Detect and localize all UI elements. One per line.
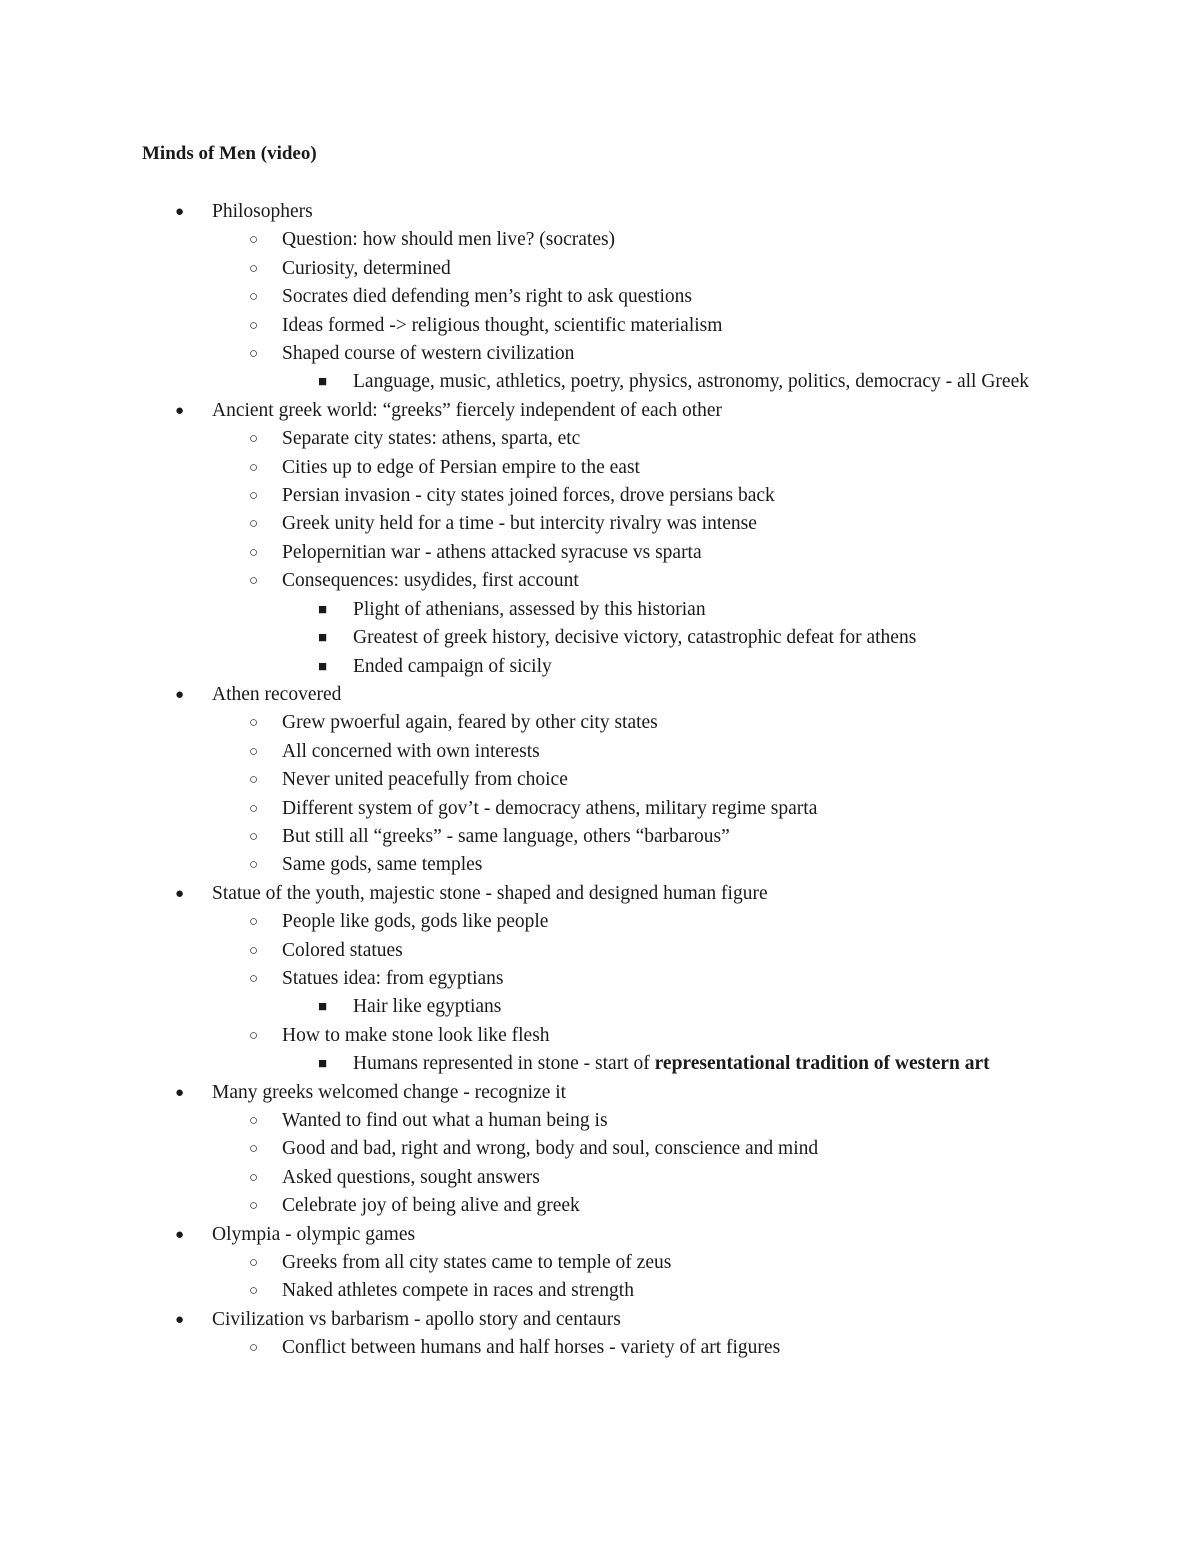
filled-circle-bullet-icon: ● — [175, 1226, 185, 1243]
square-bullet-icon: ■ — [318, 1056, 328, 1073]
outline-item-text — [353, 596, 1060, 624]
filled-circle-bullet-icon: ● — [175, 885, 185, 902]
hollow-circle-bullet-icon: ○ — [249, 1113, 259, 1129]
outline-item-level-2 — [0, 283, 1200, 311]
outline-item-bold-phrase: representational tradition of western art — [654, 1053, 990, 1075]
outline-item-level-2 — [0, 1135, 1200, 1163]
outline-item-level-3 — [0, 596, 1200, 624]
outline-item-text — [353, 993, 1060, 1021]
outline-item-text — [282, 795, 1200, 823]
outline-item-level-2 — [0, 1249, 1200, 1277]
hollow-circle-bullet-icon: ○ — [249, 1169, 259, 1186]
outline-item-level-2 — [0, 1022, 1200, 1050]
filled-circle-bullet-icon: ● — [175, 402, 185, 419]
outline-item-text — [212, 1306, 1200, 1334]
filled-circle-bullet-icon: ● — [175, 1311, 185, 1328]
outline-item-label: But still all “greeks” - same language, others “barbarous” — [282, 825, 730, 847]
hollow-circle-bullet-icon: ○ — [249, 317, 259, 334]
outline-item-text — [282, 567, 1200, 595]
outline-item-label: Language, music, athletics, poetry, physics, astronomy, politics, democracy - all Greek — [353, 371, 1029, 393]
outline-item-label: Hair like egyptians — [353, 996, 502, 1018]
outline-item-label: Civilization vs barbarism - apollo story and centaurs — [212, 1308, 621, 1330]
filled-circle-bullet-icon: ● — [175, 1084, 185, 1101]
outline-item-label: Many greeks welcomed change - recognize it — [212, 1081, 567, 1103]
outline-item-level-2 — [0, 823, 1200, 851]
outline-item-text — [212, 397, 1200, 425]
outline-item-level-2 — [0, 795, 1200, 823]
outline-item-level-1 — [0, 1306, 1200, 1334]
outline-item-text — [282, 1334, 1200, 1362]
square-bullet-icon: ■ — [318, 630, 328, 647]
outline-item-level-2 — [0, 226, 1200, 254]
outline-item-text — [282, 1192, 1200, 1220]
outline-item-label: Colored statues — [282, 939, 403, 961]
hollow-circle-bullet-icon: ○ — [249, 772, 259, 789]
outline-item-level-2 — [0, 738, 1200, 766]
outline-item-text — [282, 766, 1200, 794]
outline-item-label: Asked questions, sought answers — [282, 1166, 540, 1188]
hollow-circle-bullet-icon: ○ — [249, 289, 259, 306]
outline-item-text — [282, 1022, 1200, 1050]
outline-item-label: Naked athletes compete in races and strength — [282, 1280, 634, 1302]
square-bullet-icon: ■ — [318, 999, 328, 1016]
outline-item-level-2 — [0, 937, 1200, 965]
outline-item-text — [282, 539, 1200, 567]
outline-item-label: Ancient greek world: “greeks” fiercely independent of each other — [212, 399, 723, 421]
outline-item-level-1 — [0, 198, 1200, 226]
outline-item-level-1 — [0, 1221, 1200, 1249]
outline-item-text — [282, 1277, 1200, 1305]
outline-item-text — [282, 510, 1200, 538]
outline-item-label: Good and bad, right and wrong, body and soul, conscience and mind — [282, 1138, 819, 1160]
outline-item-level-2 — [0, 454, 1200, 482]
filled-circle-bullet-icon: ● — [175, 686, 185, 703]
outline-item-label: Ideas formed -> religious thought, scientific materialism — [282, 314, 723, 336]
outline-item-text — [282, 937, 1200, 965]
outline-item-text — [282, 908, 1200, 936]
square-bullet-icon: ■ — [318, 658, 328, 675]
outline-item-level-2 — [0, 709, 1200, 737]
outline-item-text — [282, 823, 1200, 851]
outline-item-text — [282, 1164, 1200, 1192]
outline-item-text — [282, 709, 1200, 737]
outline-item-level-2 — [0, 1107, 1200, 1135]
outline-item-level-2 — [0, 908, 1200, 936]
outline-item-label: Philosophers — [212, 201, 313, 222]
hollow-circle-bullet-icon: ○ — [249, 260, 259, 277]
hollow-circle-bullet-icon: ○ — [249, 431, 259, 448]
outline-item-level-1 — [0, 681, 1200, 709]
outline-item-text — [282, 1107, 1200, 1135]
hollow-circle-bullet-icon: ○ — [249, 1027, 259, 1044]
outline-item-label: Consequences: usydides, first account — [282, 570, 579, 592]
outline-item-level-2 — [0, 510, 1200, 538]
outline-item-level-1 — [0, 880, 1200, 908]
outline-item-label: Separate city states: athens, sparta, etc — [282, 428, 581, 450]
outline-item-label: Socrates died defending men’s right to ask questions — [282, 286, 692, 308]
outline-item-label: Humans represented in stone - start of — [353, 1053, 655, 1075]
outline-item-label: Curiosity, determined — [282, 257, 451, 279]
outline-item-level-2 — [0, 255, 1200, 283]
outline-item-text — [282, 738, 1200, 766]
outline-item-text — [282, 965, 1200, 993]
outline-item-label: Athen recovered — [212, 683, 342, 705]
outline-item-label: Pelopernitian war - athens attacked syracuse vs sparta — [282, 541, 702, 563]
outline-item-label: Question: how should men live? (socrates) — [282, 229, 616, 251]
outline-item-text — [282, 454, 1200, 482]
outline-item-level-2 — [0, 1334, 1200, 1362]
outline-item-text — [282, 340, 1200, 368]
outline-item-level-2 — [0, 851, 1200, 879]
outline-item-label: Greatest of greek history, decisive victory, catastrophic defeat for athens — [353, 627, 917, 649]
outline-item-level-2 — [0, 1277, 1200, 1305]
outline-item-level-2 — [0, 539, 1200, 567]
outline-item-text — [212, 198, 1200, 226]
outline-item-text — [282, 425, 1200, 453]
hollow-circle-bullet-icon: ○ — [249, 1198, 259, 1215]
outline-item-text — [212, 1221, 1200, 1249]
outline-item-level-3 — [0, 653, 1200, 681]
square-bullet-icon: ■ — [318, 601, 328, 618]
outline-item-level-2 — [0, 425, 1200, 453]
hollow-circle-bullet-icon: ○ — [249, 346, 259, 363]
outline-item-level-3 — [0, 624, 1200, 652]
outline-item-label: Greeks from all city states came to temple of zeus — [282, 1252, 672, 1274]
outline-item-label: Different system of gov’t - democracy athens, military regime sparta — [282, 797, 818, 819]
outline-item-text — [282, 482, 1200, 510]
outline-item-level-2 — [0, 1164, 1200, 1192]
outline-item-level-3 — [0, 1050, 1200, 1078]
outline-item-level-2 — [0, 312, 1200, 340]
outline-item-label: Statues idea: from egyptians — [282, 967, 504, 989]
bullet-outline — [0, 198, 1200, 1363]
outline-item-level-1 — [0, 397, 1200, 425]
outline-item-level-3 — [0, 368, 1200, 396]
outline-item-label: Wanted to find out what a human being is — [282, 1110, 608, 1131]
outline-item-label: All concerned with own interests — [282, 740, 540, 762]
hollow-circle-bullet-icon: ○ — [249, 1283, 259, 1300]
hollow-circle-bullet-icon: ○ — [249, 232, 259, 249]
outline-item-text — [212, 1079, 1200, 1107]
outline-item-level-1 — [0, 1079, 1200, 1107]
outline-item-text — [212, 681, 1200, 709]
outline-item-label: Same gods, same temples — [282, 854, 483, 876]
outline-item-text — [282, 226, 1200, 254]
outline-item-text — [282, 1135, 1200, 1163]
outline-item-label: Cities up to edge of Persian empire to the east — [282, 456, 640, 478]
outline-item-level-2 — [0, 1192, 1200, 1220]
outline-item-text — [282, 851, 1200, 879]
hollow-circle-bullet-icon: ○ — [249, 715, 259, 732]
outline-item-label: Conflict between humans and half horses - variety of art figures — [282, 1337, 781, 1359]
hollow-circle-bullet-icon: ○ — [249, 459, 259, 476]
hollow-circle-bullet-icon: ○ — [249, 544, 259, 561]
hollow-circle-bullet-icon: ○ — [249, 914, 259, 931]
outline-item-label: Plight of athenians, assessed by this historian — [353, 598, 706, 620]
hollow-circle-bullet-icon: ○ — [249, 743, 259, 760]
outline-item-label: People like gods, gods like people — [282, 911, 549, 933]
outline-item-text — [353, 624, 1060, 652]
hollow-circle-bullet-icon: ○ — [249, 1141, 259, 1158]
outline-item-text — [212, 880, 1200, 908]
hollow-circle-bullet-icon: ○ — [249, 1255, 259, 1272]
outline-item-level-3 — [0, 993, 1200, 1021]
square-bullet-icon: ■ — [318, 374, 328, 391]
outline-item-text — [353, 368, 1060, 396]
outline-item-text — [282, 312, 1200, 340]
outline-item-level-2 — [0, 482, 1200, 510]
page-title: Minds of Men (video) — [142, 143, 317, 164]
outline-item-label: Grew pwoerful again, feared by other city states — [282, 712, 658, 734]
filled-circle-bullet-icon: ● — [175, 204, 185, 220]
outline-item-label: Ended campaign of sicily — [353, 655, 552, 677]
outline-item-level-2 — [0, 567, 1200, 595]
outline-item-level-2 — [0, 965, 1200, 993]
outline-item-label: Never united peacefully from choice — [282, 769, 568, 791]
outline-item-text — [353, 653, 1060, 681]
outline-item-label: Statue of the youth, majestic stone - shaped and designed human figure — [212, 882, 768, 904]
outline-item-text — [353, 1050, 1060, 1078]
outline-item-label: Olympia - olympic games — [212, 1223, 416, 1245]
hollow-circle-bullet-icon: ○ — [249, 516, 259, 533]
hollow-circle-bullet-icon: ○ — [249, 970, 259, 987]
outline-item-level-2 — [0, 766, 1200, 794]
outline-item-text — [282, 255, 1200, 283]
outline-item-text — [282, 1249, 1200, 1277]
outline-item-text — [282, 283, 1200, 311]
hollow-circle-bullet-icon: ○ — [249, 1340, 259, 1357]
outline-item-label: Persian invasion - city states joined forces, drove persians back — [282, 485, 775, 507]
outline-item-level-2 — [0, 340, 1200, 368]
hollow-circle-bullet-icon: ○ — [249, 800, 259, 817]
outline-item-label: How to make stone look like flesh — [282, 1024, 550, 1046]
hollow-circle-bullet-icon: ○ — [249, 828, 259, 845]
outline-item-label: Greek unity held for a time - but intercity rivalry was intense — [282, 513, 757, 535]
outline-item-label: Shaped course of western civilization — [282, 343, 575, 365]
hollow-circle-bullet-icon: ○ — [249, 488, 259, 505]
hollow-circle-bullet-icon: ○ — [249, 942, 259, 959]
hollow-circle-bullet-icon: ○ — [249, 573, 259, 590]
hollow-circle-bullet-icon: ○ — [249, 857, 259, 874]
outline-item-label: Celebrate joy of being alive and greek — [282, 1195, 580, 1217]
